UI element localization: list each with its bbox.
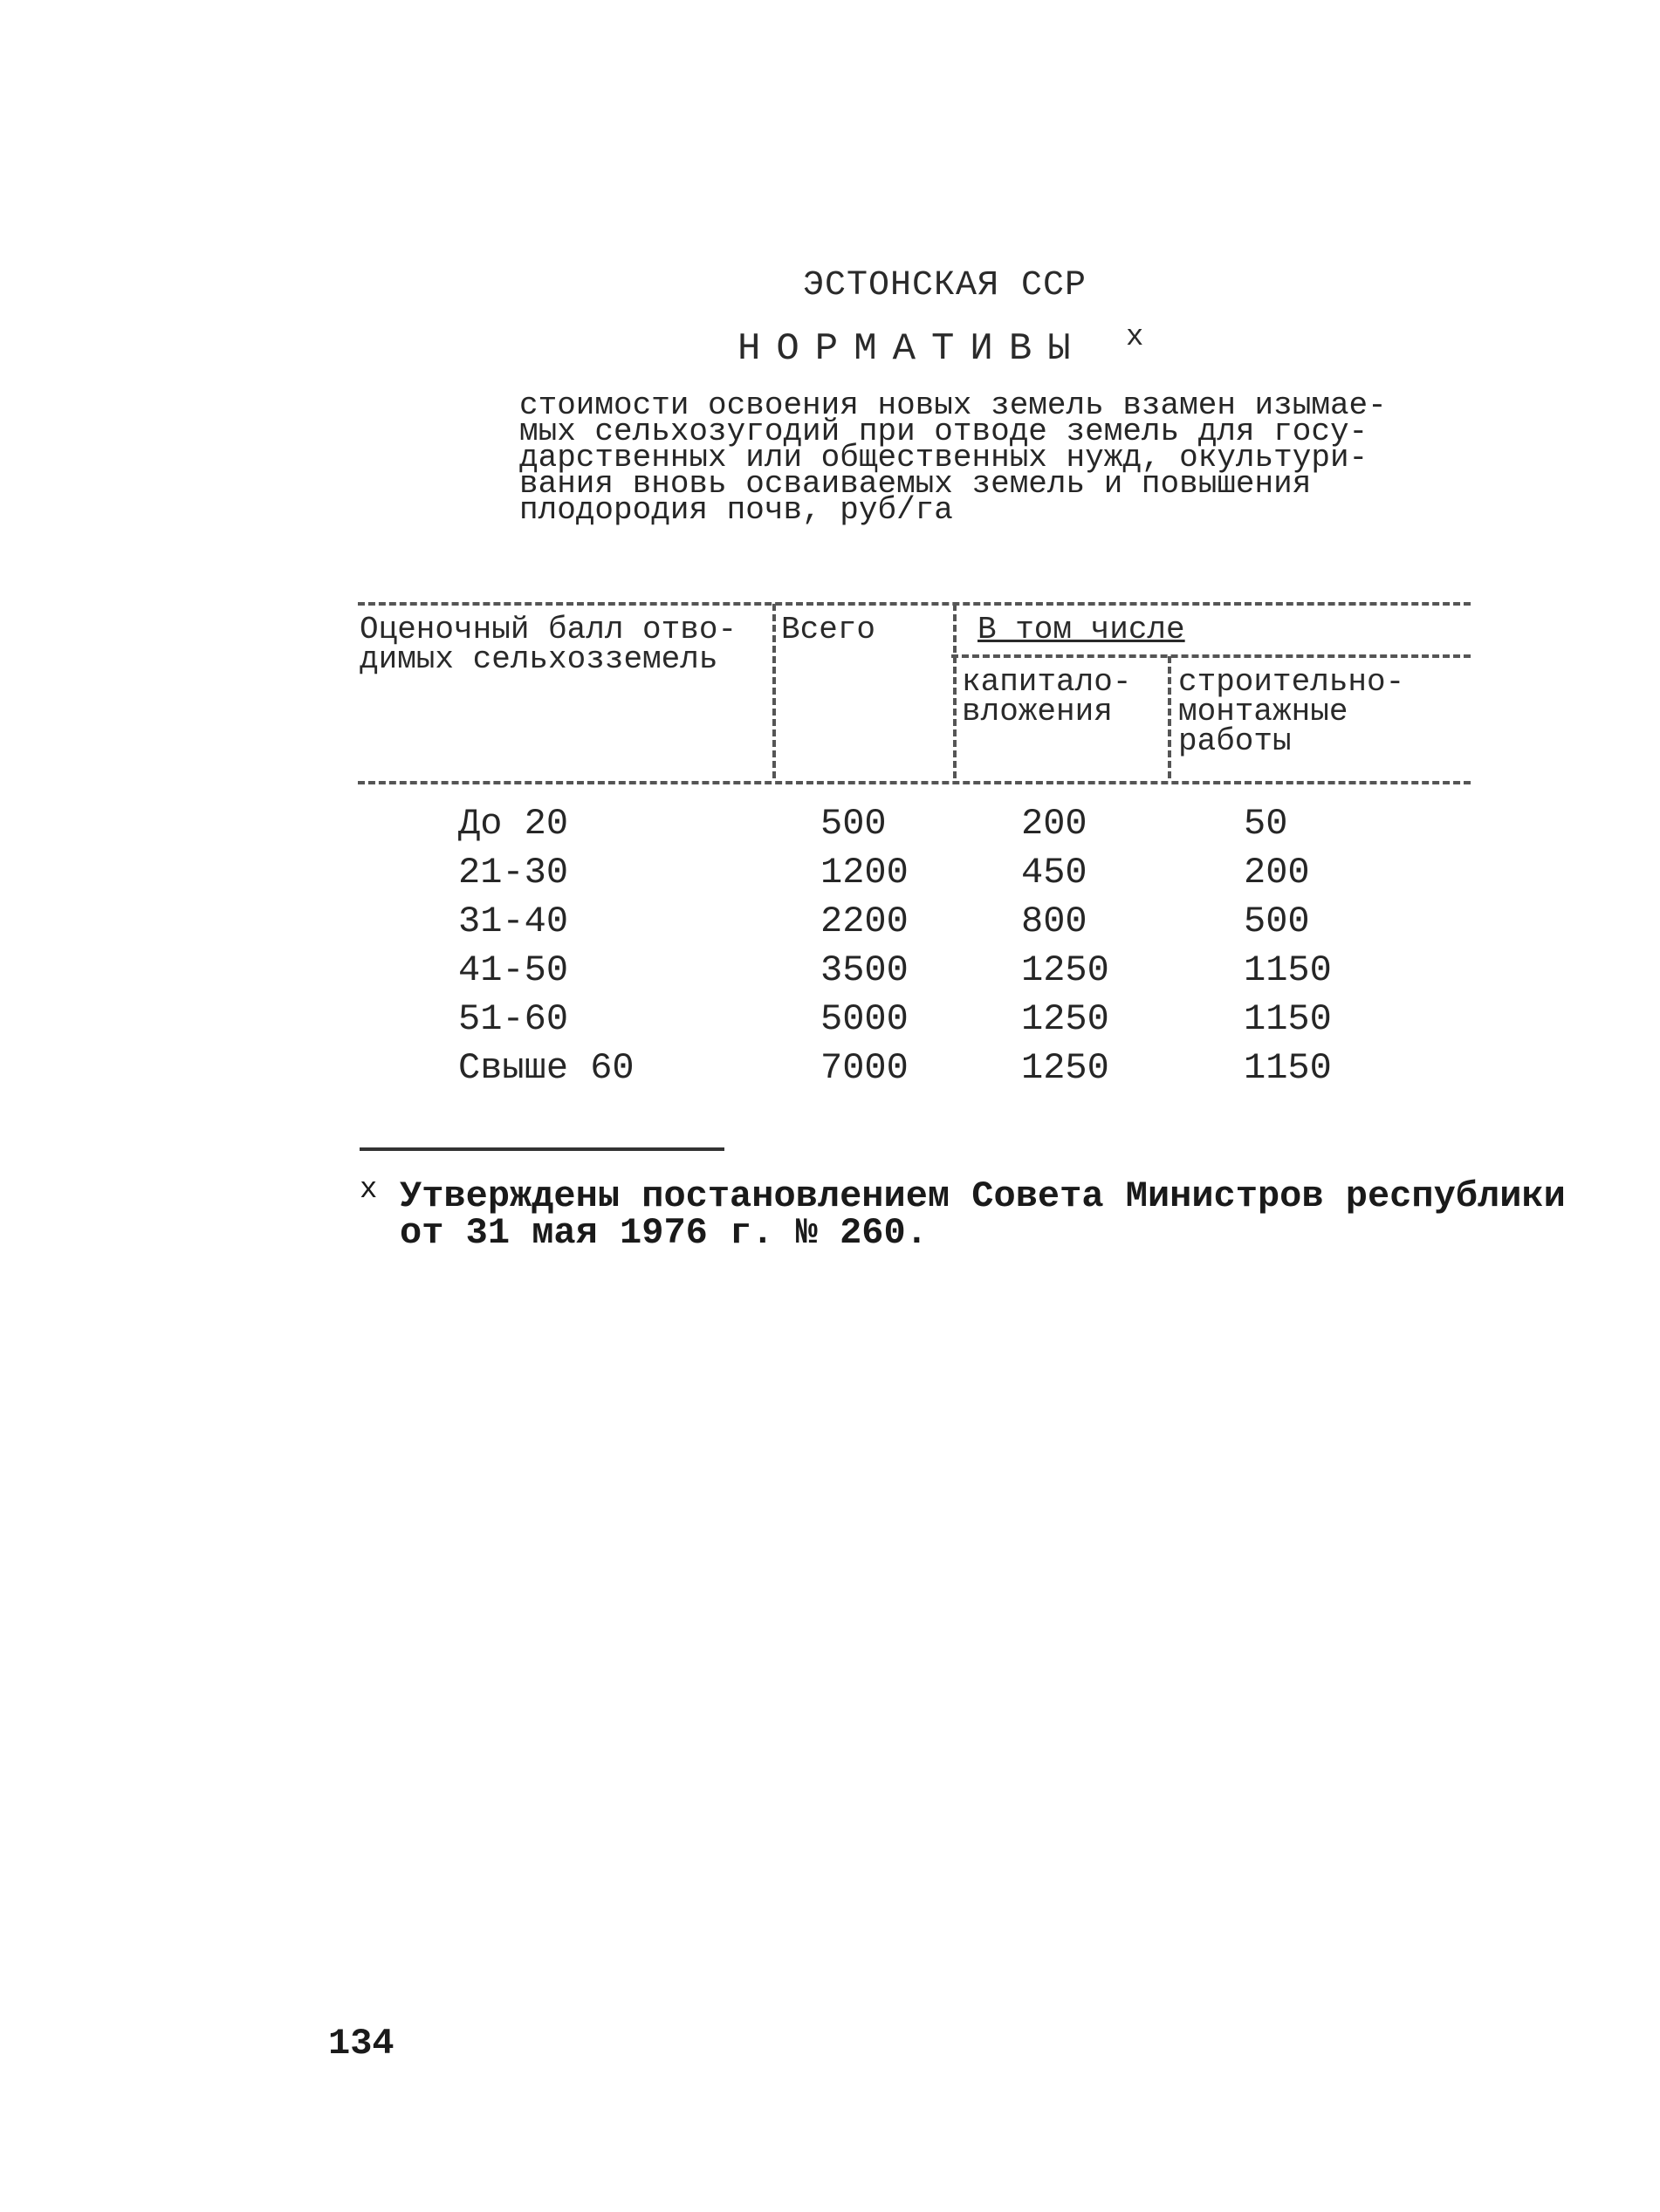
subtitle-line: стоимости освоения новых земель взамен изымае- xyxy=(519,387,1387,423)
cell-score: 41-50 xyxy=(458,949,569,991)
cell-total: 5000 xyxy=(820,998,909,1040)
table-header-bottom-rule xyxy=(358,781,1471,784)
cell-total: 2200 xyxy=(820,901,909,942)
republic-heading: ЭСТОНСКАЯ ССР xyxy=(803,266,1087,305)
subtitle-line: плодородия почв, руб/га xyxy=(519,492,953,528)
cell-score: Свыше 60 xyxy=(458,1047,635,1089)
cell-score: До 20 xyxy=(458,803,569,845)
cell-total: 7000 xyxy=(820,1047,909,1089)
cell-capital: 1250 xyxy=(1021,949,1109,991)
subtitle-line: дарственных или общественных нужд, окультури- xyxy=(519,440,1368,476)
group-header-rule xyxy=(951,654,1471,658)
column-divider xyxy=(953,604,957,778)
cell-score: 31-40 xyxy=(458,901,569,942)
cell-construction: 500 xyxy=(1244,901,1310,942)
header-line: работы xyxy=(1178,723,1292,759)
header-line: строительно- xyxy=(1178,664,1405,700)
col-header-capital xyxy=(962,664,1132,729)
cell-score: 51-60 xyxy=(458,998,569,1040)
header-line: капитало- xyxy=(962,664,1132,700)
footnote-line: от 31 мая 1976 г. № 260. xyxy=(400,1212,928,1254)
cell-construction: 50 xyxy=(1244,803,1288,845)
cell-total: 1200 xyxy=(820,852,909,894)
header-line: вложения xyxy=(962,694,1113,729)
cell-construction: 200 xyxy=(1244,852,1310,894)
title-footnote-mark: x xyxy=(1126,321,1144,354)
footnote-mark: x xyxy=(360,1174,378,1207)
header-line: Оценочный балл отво- xyxy=(360,612,737,647)
cell-construction: 1150 xyxy=(1244,949,1332,991)
column-divider xyxy=(772,604,776,778)
cell-capital: 800 xyxy=(1021,901,1087,942)
footnote-text xyxy=(400,1175,1566,1254)
subtitle-line: мых сельхозугодий при отводе земель для госу- xyxy=(519,414,1368,449)
document-subtitle xyxy=(519,387,1479,528)
cell-capital: 1250 xyxy=(1021,1047,1109,1089)
table-top-rule xyxy=(358,602,1471,606)
col-header-total: Всего xyxy=(781,612,876,647)
cell-construction: 1150 xyxy=(1244,998,1332,1040)
group-header-including: В том числе xyxy=(977,612,1185,647)
subtitle-line: вания вновь осваиваемых земель и повышения xyxy=(519,466,1312,502)
cell-total: 3500 xyxy=(820,949,909,991)
footnote-line: Утверждены постановлением Совета Министров республики xyxy=(400,1175,1566,1217)
footnote-separator xyxy=(360,1147,724,1151)
col-header-score xyxy=(360,612,737,677)
header-line: димых сельхозземель xyxy=(360,641,718,677)
cell-capital: 450 xyxy=(1021,852,1087,894)
cell-score: 21-30 xyxy=(458,852,569,894)
cell-capital: 1250 xyxy=(1021,998,1109,1040)
cell-construction: 1150 xyxy=(1244,1047,1332,1089)
cell-total: 500 xyxy=(820,803,887,845)
document-title: НОРМАТИВЫ xyxy=(737,327,1087,371)
col-header-construction xyxy=(1178,664,1405,759)
column-divider xyxy=(1168,656,1171,778)
cell-capital: 200 xyxy=(1021,803,1087,845)
header-line: монтажные xyxy=(1178,694,1348,729)
page-number: 134 xyxy=(328,2023,394,2065)
